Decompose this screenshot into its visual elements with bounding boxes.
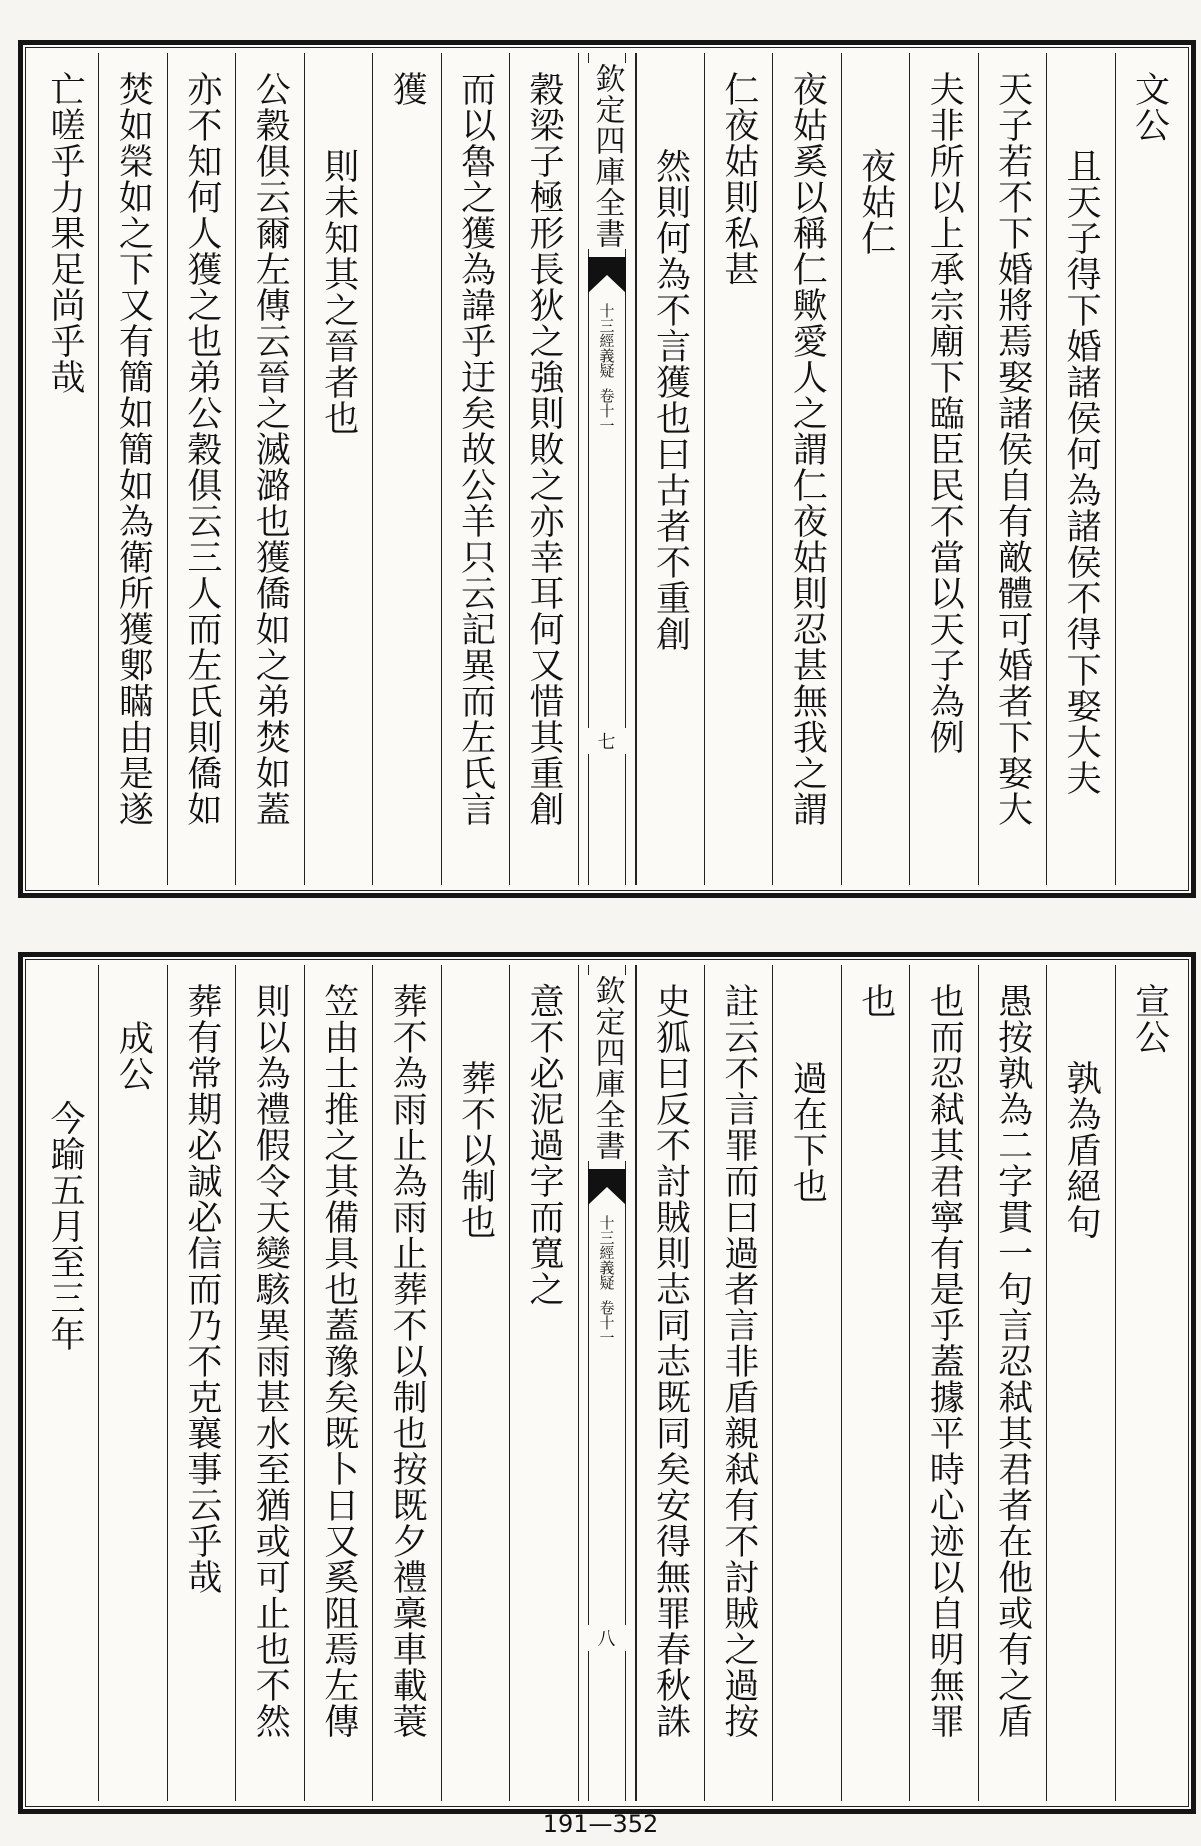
text-column: [235, 965, 303, 1801]
text-column: [704, 965, 772, 1801]
column-text: 葬有常期必誠必信而乃不克襄事云乎哉: [181, 983, 222, 1595]
text-column: [909, 53, 977, 885]
column-text: 焚如榮如之下又有簡如簡如為衛所獲鄋瞞由是遂: [113, 71, 154, 827]
text-column: [441, 53, 509, 885]
leaf-number: 七: [579, 728, 635, 754]
column-text: 天子若不下婚將焉娶諸侯自有敵體可婚者下娶大: [992, 71, 1033, 827]
text-column: [978, 965, 1046, 1801]
bottom-book-page: [18, 952, 1196, 1814]
column-text: 獲: [387, 71, 428, 107]
text-column: [841, 965, 909, 1801]
column-text: 孰為盾絕句: [1061, 1060, 1102, 1240]
column-text: 也而忍弒其君寧有是乎蓋據平時心迹以自明無罪: [924, 983, 965, 1739]
column-text: 則未知其之晉者也: [318, 148, 359, 436]
page-number-footer: 191—352: [542, 1810, 659, 1838]
column-text: 笠由士推之其備具也蓋豫矣既卜日又奚阻焉左傳: [318, 983, 359, 1739]
text-column: [304, 53, 372, 885]
column-text: 文公: [1129, 71, 1170, 143]
text-column: [167, 965, 235, 1801]
text-column: [772, 53, 840, 885]
column-text: 意不必泥過字而寬之: [524, 983, 565, 1307]
text-column: [1046, 965, 1114, 1801]
column-text: 史狐曰反不討賊則志同志既同矣安得無罪春秋誅: [650, 983, 691, 1739]
column-text: 過在下也: [787, 1060, 828, 1204]
column-text: 註云不言罪而曰過者言非盾親弒有不討賊之過按: [718, 983, 759, 1739]
column-text: 公穀俱云爾左傳云晉之滅潞也獲僑如之弟焚如蓋: [250, 71, 291, 827]
text-column: [509, 965, 577, 1801]
column-text: 也: [855, 983, 896, 1019]
text-column: [1115, 53, 1183, 885]
column-text: 今踰五月至三年: [44, 1100, 85, 1352]
text-column: [167, 53, 235, 885]
center-fold-column: [578, 965, 636, 1801]
column-text: 亦不知何人獲之也弟公穀俱云三人而左氏則僑如: [181, 71, 222, 827]
leaf-number: 八: [579, 1625, 635, 1651]
column-text: 且天子得下婚諸侯何為諸侯不得下娶大夫: [1061, 148, 1102, 796]
book-title: 欽定四庫全書: [585, 63, 629, 249]
column-text: 葬不以制也: [455, 1060, 496, 1240]
text-column: [372, 965, 440, 1801]
text-column: [841, 53, 909, 885]
column-text: 亡嗟乎力果足尚乎哉: [44, 71, 85, 395]
text-column: [509, 53, 577, 885]
column-text: 而以魯之獲為諱乎迂矣故公羊只云記異而左氏言: [455, 71, 496, 827]
text-column: [772, 965, 840, 1801]
fishtail-mark-icon: [588, 257, 626, 293]
text-column: [704, 53, 772, 885]
text-column: [31, 53, 98, 885]
text-column: [98, 53, 166, 885]
column-text: 宣公: [1129, 983, 1170, 1055]
book-title: 欽定四庫全書: [585, 975, 629, 1161]
column-text: 仁夜姑則私甚: [718, 71, 759, 287]
column-text: 成公: [113, 1020, 154, 1092]
column-text: 葬不為雨止為雨止葬不以制也按既夕禮稾車載蓑: [387, 983, 428, 1739]
text-column: [372, 53, 440, 885]
text-column: [636, 965, 704, 1801]
text-column: [235, 53, 303, 885]
column-text: 夜姑奚以稱仁歟愛人之謂仁夜姑則忍甚無我之謂: [787, 71, 828, 827]
text-column: [1115, 965, 1183, 1801]
work-title: 十三經義疑: [597, 303, 616, 378]
text-column: [909, 965, 977, 1801]
column-text: 愚按孰為二字貫一句言忍弒其君者在他或有之盾: [992, 983, 1033, 1739]
text-column: [636, 53, 704, 885]
top-book-page: [18, 40, 1196, 898]
volume-number: 卷十一: [597, 1300, 616, 1345]
text-column: [978, 53, 1046, 885]
column-text: 夜姑仁: [855, 148, 896, 256]
text-column: [441, 965, 509, 1801]
column-text: 穀梁子極形長狄之強則敗之亦幸耳何又惜其重創: [524, 71, 565, 827]
column-text: 則以為禮假令天變駭異雨甚水至猶或可止也不然: [250, 983, 291, 1739]
bottom-text-columns: [31, 965, 1183, 1801]
fishtail-mark-icon: [588, 1169, 626, 1205]
work-title: 十三經義疑: [597, 1215, 616, 1290]
top-text-columns: [31, 53, 1183, 885]
text-column: [98, 965, 166, 1801]
text-column: [1046, 53, 1114, 885]
center-fold-column: [578, 53, 636, 885]
volume-number: 卷十一: [597, 388, 616, 433]
text-column: [31, 965, 98, 1801]
text-column: [304, 965, 372, 1801]
column-text: 然則何為不言獲也曰古者不重創: [650, 148, 691, 652]
column-text: 夫非所以上承宗廟下臨臣民不當以天子為例: [924, 71, 965, 755]
